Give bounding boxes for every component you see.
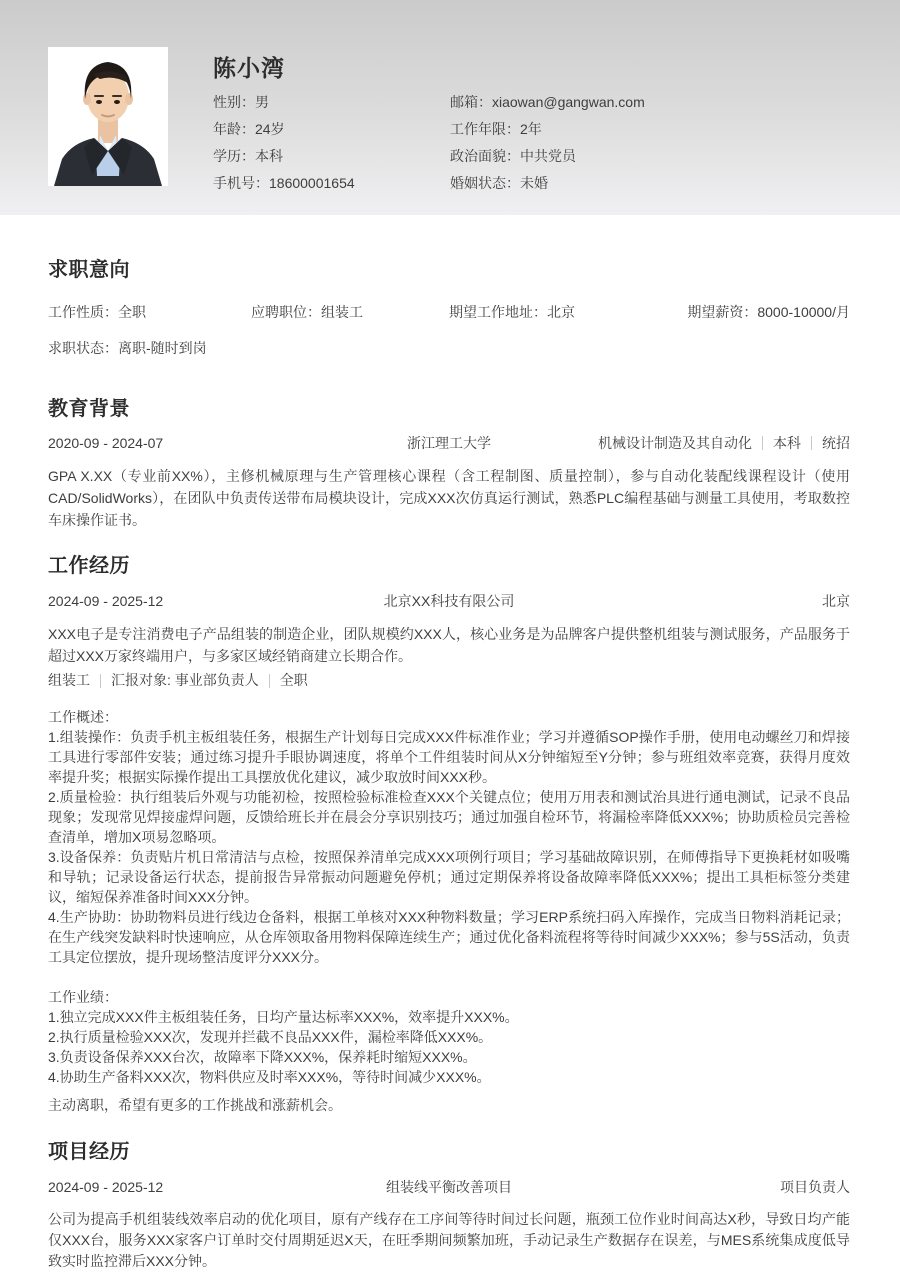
position-title: 组装工 (48, 672, 90, 688)
field-label: 期望工作地址： (449, 304, 547, 320)
project-description: 公司为提高手机组装线效率启动的优化项目，原有产线存在工序间等待时间过长问题，瓶颈工位作业时间高达X秒，导致日均产能仅XXX台，服务XXX家客户订单时交付周期延迟X天，在旺季期间频繁加班，手动记录生产数据存在误差，与MES系统集成度低导致实时监控滞后XXX分钟。 (48, 1211, 850, 1269)
report-to: 汇报对象: 事业部负责人 (111, 672, 259, 688)
field-label: 性别： (213, 94, 255, 110)
separator (811, 436, 812, 450)
work-location: 北京 (822, 593, 850, 609)
intent-target-city (449, 304, 676, 321)
field-value: 中共党员 (520, 148, 576, 164)
intent-job-status (48, 340, 850, 357)
field-label: 工作性质： (48, 304, 118, 320)
field-label: 婚姻状态： (450, 175, 520, 191)
education-description: GPA X.XX（专业前XX%），主修机械原理与生产管理核心课程（含工程制图、质量控制），参与自动化装配线课程设计（使用CAD/SolidWorks），在团队中负责传送带布局模块设计，完成XXX次仿真运行测试，熟悉PLC编程基础与测量工具使用，考取数控车床操作证书。 (48, 468, 850, 528)
field-label: 应聘职位： (251, 304, 321, 320)
field-value: 本科 (255, 148, 283, 164)
project-period: 2024-09 - 2025-12 (48, 1179, 164, 1195)
field-label: 学历： (213, 148, 255, 164)
profile-photo (48, 47, 168, 186)
personal-info-left (213, 89, 450, 197)
field-value: 离职-随时到岗 (118, 340, 207, 356)
field-value: 组装工 (321, 304, 363, 320)
separator (762, 436, 763, 450)
project-role: 项目负责人 (780, 1179, 850, 1195)
personal-info-right (450, 89, 850, 197)
field-value: 未婚 (520, 175, 548, 191)
work-overview-title: 工作概述： (48, 709, 118, 725)
field-label: 邮箱： (450, 94, 492, 110)
field-phone (213, 170, 450, 197)
intent-target-position (251, 304, 449, 321)
field-age (213, 116, 450, 143)
work-overview-item: 2.质量检验：执行组装后外观与功能初检，按照检验标准检查XXX个关键点位；使用万用表和测试治具进行通电测试，记录不良品现象；发现常见焊接虚焊问题，反馈给班长并在晨会分享识别技巧；通过加强自检环节，将漏检率降低XXX%；协助质检员完善检查清单，增加X项易忽略项。 (48, 789, 850, 845)
education-school: 浙江理工大学 (407, 435, 491, 451)
work-overview-item: 4.生产协助：协助物料员进行线边仓备料，根据工单核对XXX种物料数量；学习ERP系统扫码入库操作，完成当日物料消耗记录；在生产线突发缺料时快速响应，从仓库领取备用物料保障连续生产；通过优化备料流程将等待时间减少XXX%；参与5S活动，负责工具定位摆放，提升现场整洁度评分XXX分。 (48, 909, 850, 965)
leave-reason: 主动离职，希望有更多的工作挑战和涨薪机会。 (48, 1097, 342, 1113)
work-achievements (48, 987, 850, 1087)
work-meta-row (48, 593, 850, 610)
education-major: 机械设计制造及其自动化 (598, 435, 752, 451)
work-achievement-item: 3.负责设备保养XXX台次，故障率下降XXX%，保养耗时缩短XXX%。 (48, 1049, 477, 1065)
field-value: 18600001654 (269, 175, 355, 191)
field-political-status (450, 143, 850, 170)
personal-info (213, 89, 850, 197)
job-type: 全职 (279, 672, 308, 688)
candidate-name: 陈小湾 (213, 55, 285, 81)
field-label: 政治面貌： (450, 148, 520, 164)
education-period: 2020-09 - 2024-07 (48, 435, 164, 451)
section-title-job-intention: 求职意向 (48, 259, 130, 281)
field-education (213, 143, 450, 170)
project-meta-row (48, 1179, 850, 1196)
intent-work-type (48, 304, 251, 321)
job-intention-row1 (48, 304, 850, 321)
work-overview-item: 3.设备保养：负责贴片机日常清洁与点检，按照保养清单完成XXX项例行项目；学习基础故障识别，在师傅指导下更换耗材如吸嘴和导轨；记录设备运行状态，提前报告异常振动问题避免停机；通过定期保养将设备故障率降低XXX%；提出工具柜标签分类建议，缩短保养准备时间XXX分钟。 (48, 849, 850, 905)
work-achievement-item: 1.独立完成XXX件主板组装任务，日均产量达标率XXX%，效率提升XXX%。 (48, 1009, 519, 1025)
field-value: 24岁 (255, 121, 285, 137)
field-value: xiaowan@gangwan.com (492, 94, 645, 110)
project-name: 组装线平衡改善项目 (386, 1179, 512, 1195)
work-company: 北京XX科技有限公司 (383, 593, 515, 609)
intent-expected-salary (676, 304, 850, 321)
education-degree: 本科 (773, 435, 801, 451)
field-label: 求职状态： (48, 340, 118, 356)
position-row (48, 672, 850, 689)
field-label: 工作年限： (450, 121, 520, 137)
portrait-photo-icon (48, 47, 168, 186)
education-meta-row (48, 435, 850, 452)
work-period: 2024-09 - 2025-12 (48, 593, 164, 609)
field-value: 全职 (118, 304, 146, 320)
field-marital-status (450, 170, 850, 197)
company-intro: XXX电子是专注消费电子产品组装的制造企业，团队规模约XXX人，核心业务是为品牌客户提供整机组装与测试服务，产品服务于超过XXX万家终端用户，与多家区域经销商建立长期合作。 (48, 626, 850, 664)
field-value: 8000-10000/月 (757, 304, 850, 320)
field-label: 年龄： (213, 121, 255, 137)
section-title-work-experience: 工作经历 (48, 555, 130, 577)
field-label: 手机号： (213, 175, 269, 191)
field-work-years (450, 116, 850, 143)
section-title-education: 教育背景 (48, 398, 130, 420)
education-major-degree (598, 435, 850, 452)
resume-body (0, 257, 900, 1272)
section-title-project-experience: 项目经历 (48, 1141, 130, 1163)
resume-header (0, 0, 900, 215)
separator (100, 674, 101, 688)
field-gender (213, 89, 450, 116)
field-value: 男 (255, 94, 269, 110)
field-email (450, 89, 850, 116)
field-value: 2年 (520, 121, 542, 137)
work-achievement-item: 4.协助生产备料XXX次，物料供应及时率XXX%，等待时间减少XXX%。 (48, 1069, 491, 1085)
field-value: 北京 (547, 304, 575, 320)
separator (269, 674, 270, 688)
work-overview (48, 707, 850, 967)
work-achievement-item: 2.执行质量检验XXX次，发现并拦截不良品XXX件，漏检率降低XXX%。 (48, 1029, 493, 1045)
education-admission-type: 统招 (822, 435, 850, 451)
field-label: 期望薪资： (687, 304, 758, 320)
work-overview-item: 1.组装操作：负责手机主板组装任务，根据生产计划每日完成XXX件标准作业；学习并遵循SOP操作手册，使用电动螺丝刀和焊接工具进行零部件安装；通过练习提升手眼协调速度，将单个工件组装时间从X分钟缩短至Y分钟；参与班组效率竞赛，获得月度效率提升奖；根据实际操作提出工具摆放优化建议，减少取放时间XXX秒。 (48, 729, 850, 785)
work-achievements-title: 工作业绩： (48, 989, 118, 1005)
